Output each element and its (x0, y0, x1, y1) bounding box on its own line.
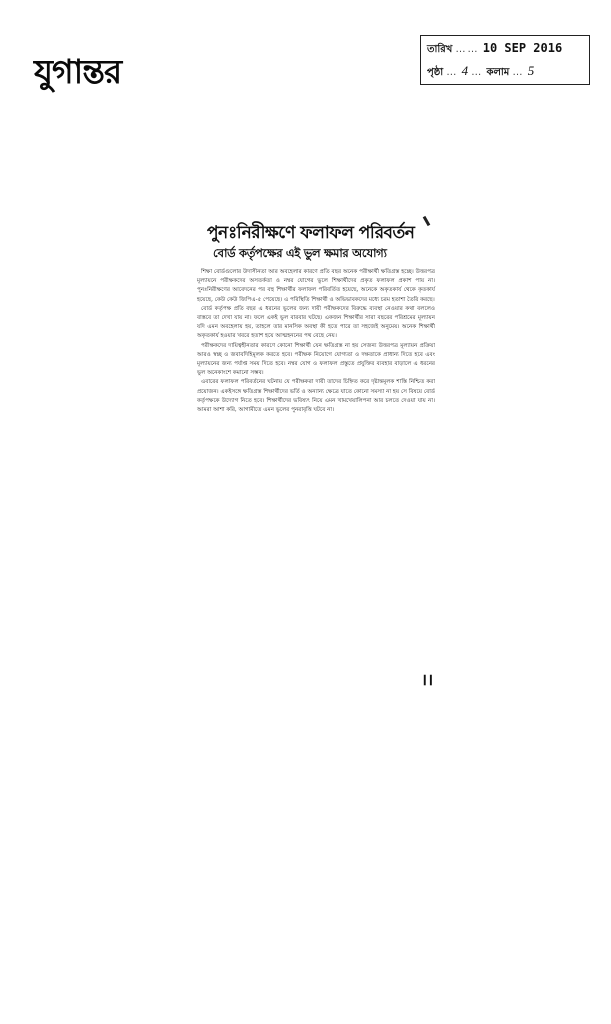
stamp-page-row: পৃষ্ঠা … 4 … কলাম … 5 (427, 63, 535, 78)
article-paragraph: শিক্ষা বোর্ডগুলোর উদাসীনতা আর অবহেলার কারণে প্রতি বছর অনেক পরীক্ষার্থী ক্ষতিগ্রস্ত হচ্ছে। উত্তরপত্র মূল্যায়নে পরীক্ষকদের অসতর্কতা ও নম্বর যোগের ভুলে শিক্ষার্থীদের প্রকৃত ফলাফল প্রকাশ পায় না। পুনঃনিরীক্ষণের আবেদনের পর বহু শিক্ষার্থীর ফলাফল পরিবর্তিত হয়েছে, অনেকে অকৃতকার্য থেকে কৃতকার্য হয়েছে, কেউ কেউ জিপিএ-৫ পেয়েছে। এ পরিস্থিতি শিক্ষার্থী ও অভিভাবকদের মধ্যে চরম হতাশা তৈরি করছে। (197, 269, 435, 303)
clipping-date-stamp (420, 35, 590, 85)
article-subhead: বোর্ড কর্তৃপক্ষের এই ভুল ক্ষমার অযোগ্য (213, 246, 387, 260)
stamp-date-label: তারিখ (427, 44, 453, 55)
article-end-mark: ।। (421, 670, 434, 689)
article-headline: পুনঃনিরীক্ষণে ফলাফল পরিবর্তন (207, 223, 415, 243)
article-body (197, 268, 435, 415)
stamp-page-value: 4 (461, 63, 469, 78)
newspaper-masthead: যুগান্তর (34, 52, 122, 91)
stamp-column-value: 5 (527, 63, 535, 78)
article-paragraph: বোর্ড কর্তৃপক্ষ প্রতি বছর এ ধরনের ভুলের জন্য দায়ী পরীক্ষকদের বিরুদ্ধে ব্যবস্থা নেওয়ার কথা বললেও বাস্তবে তা দেখা যায় না। ফলে একই ভুল বারবার ঘটছে। একজন শিক্ষার্থীর সারা বছরের পরিশ্রমের মূল্যায়ন যদি এমন অবহেলায় হয়, তাহলে তার মানসিক অবস্থা কী হতে পারে তা সহজেই অনুমেয়। অনেক শিক্ষার্থী অকৃতকার্য হওয়ার খবরে হতাশ হয়ে আত্মহননের পথ বেছে নেয়। (197, 305, 435, 340)
stamp-column-label: কলাম (486, 67, 510, 78)
article-paragraph: এবারের ফলাফল পরিবর্তনের ঘটনায় যে পরীক্ষকরা দায়ী তাদের চিহ্নিত করে দৃষ্টান্তমূলক শাস্তি নিশ্চিত করা প্রয়োজন। একইসঙ্গে ক্ষতিগ্রস্ত শিক্ষার্থীদের ভর্তি ও অন্যান্য ক্ষেত্রে যাতে কোনো সমস্যা না হয় সে বিষয়ে বোর্ড কর্তৃপক্ষকে উদ্যোগ নিতে হবে। শিক্ষার্থীদের ভবিষ্যৎ নিয়ে এমন খামখেয়ালিপনা আর চলতে দেওয়া যায় না। আমরা আশা করি, আগামীতে এমন ভুলের পুনরাবৃত্তি ঘটবে না। (197, 379, 435, 414)
stamp-date-value: 10 SEP 2016 (482, 41, 563, 55)
article-paragraph: পরীক্ষকদের দায়িত্বহীনতার কারণে কোনো শিক্ষার্থী যেন ক্ষতিগ্রস্ত না হয় সেজন্য উত্তরপত্র মূল্যায়ন প্রক্রিয়া আরও স্বচ্ছ ও জবাবদিহিমূলক করতে হবে। পরীক্ষক নিয়োগে যোগ্যতা ও দক্ষতাকে প্রাধান্য দিতে হবে এবং মূল্যায়নের জন্য পর্যাপ্ত সময় দিতে হবে। নম্বর যোগ ও ফলাফল প্রস্তুতে প্রযুক্তির ব্যবহার বাড়ালে এ ধরনের ভুল অনেকাংশে কমানো সম্ভব। (197, 342, 435, 377)
stamp-date-row: তারিখ …… 10 SEP 2016 (427, 41, 563, 55)
stamp-page-label: পৃষ্ঠা (427, 67, 444, 78)
